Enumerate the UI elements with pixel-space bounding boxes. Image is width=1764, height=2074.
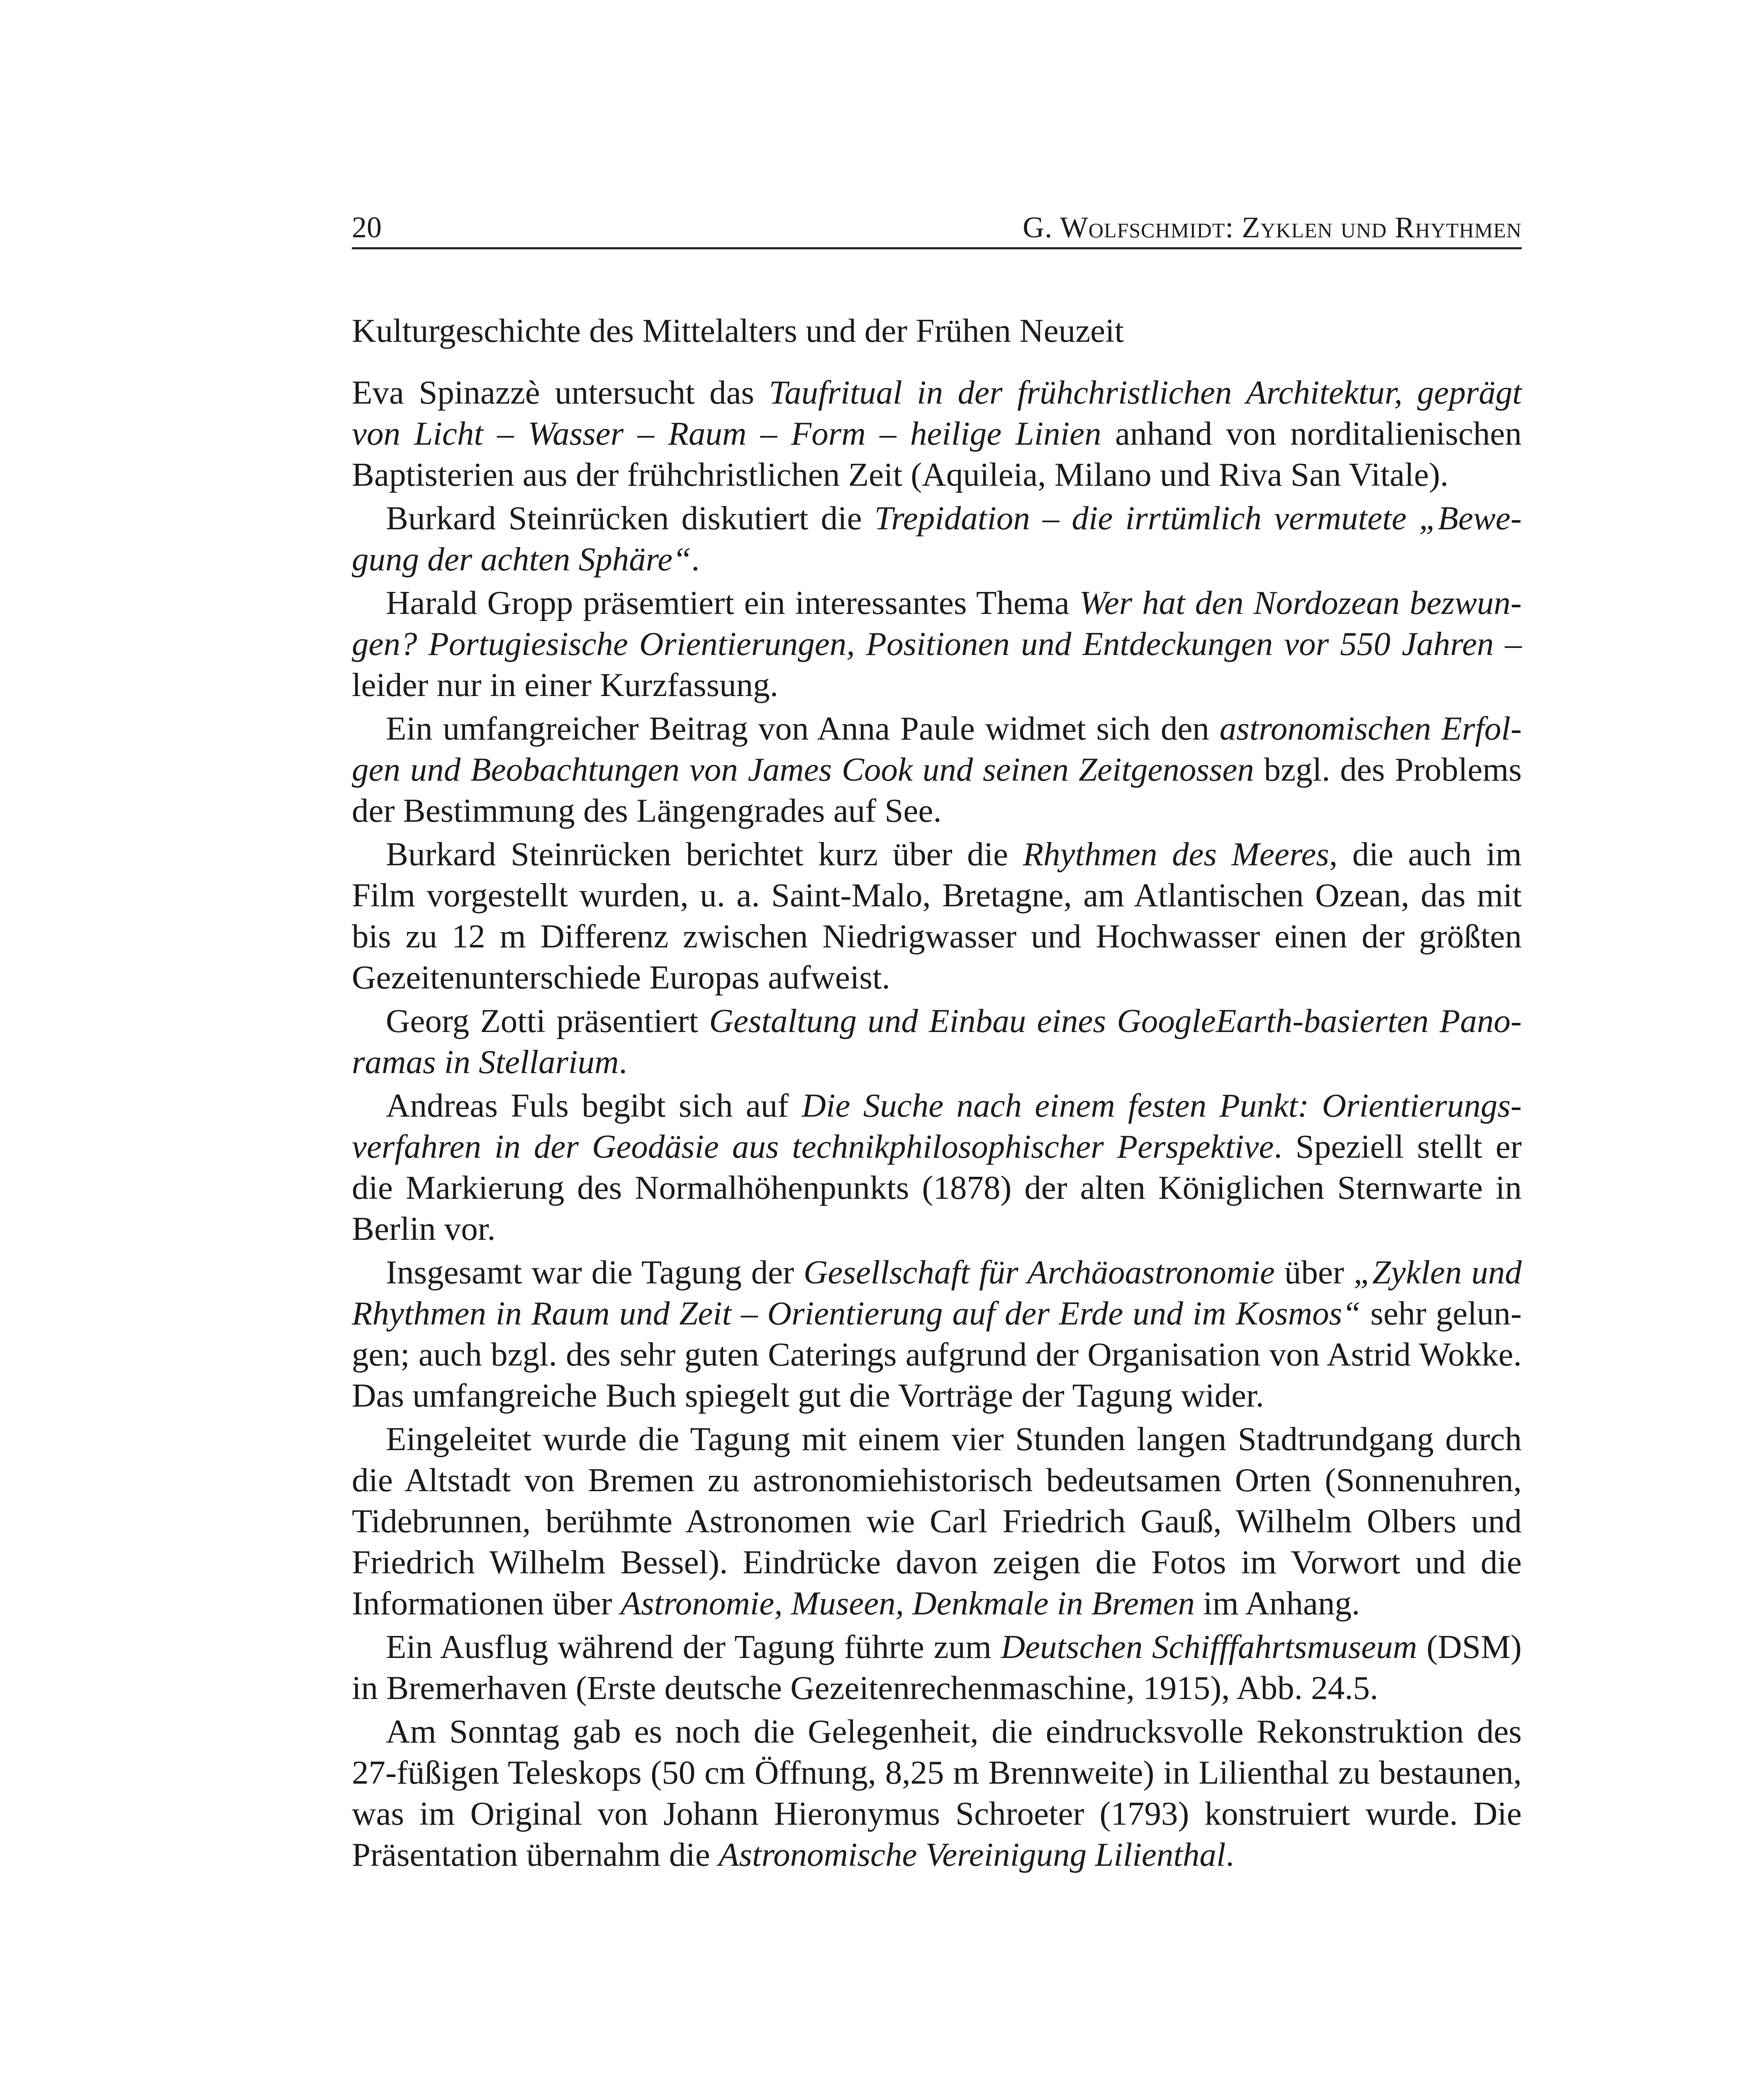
para-title-italic: „Zyklen und Rhythmen in Raum und Zeit – Orientierung auf der Erde und im Kosmos“ [352, 1254, 1522, 1332]
para-text: Ein Ausflug während der Tagung führte zum [386, 1628, 1001, 1665]
paragraph-steinruecken-meer [352, 834, 1522, 998]
paragraph-fuls [352, 1085, 1522, 1249]
para-text: Am Sonntag gab es noch die Gelegenheit, die eindrucksvolle Rekonstruktion des 27-füßigen Teleskops (50 cm Öffnung, 8,25 m Brennweite) in Lilienthal zu bestaunen, was im Original von Johann Hieronymus Schroeter (1793) konstruiert wurde. Die Präsentation übernahm die [352, 1713, 1522, 1873]
paragraph-zotti [352, 1000, 1522, 1083]
paragraph-sonntag [352, 1711, 1522, 1875]
para-text: Insgesamt war die Tagung der [386, 1254, 804, 1291]
para-text: – leider nur in einer Kurzfassung. [352, 625, 1522, 704]
para-text: . [691, 540, 700, 578]
main-text [352, 310, 1522, 1878]
para-title-italic: Astronomische Vereinigung Lilienthal [719, 1836, 1226, 1873]
running-header [352, 207, 1522, 249]
para-title-italic: Die Suche nach einem festen Punkt: Orientierungsverfahren in der Geodäsie aus technikphilosophischer Perspektive [352, 1087, 1522, 1165]
para-text: . [619, 1043, 627, 1081]
paragraph-paule [352, 708, 1522, 831]
para-text: Andreas Fuls begibt sich auf [386, 1087, 802, 1124]
para-text: Georg Zotti präsentiert [386, 1002, 709, 1039]
para-text: über [1275, 1254, 1354, 1291]
section-heading: Kulturgeschichte des Mittelalters und der Frühen Neuzeit [352, 312, 1124, 349]
paragraph-summary [352, 1252, 1522, 1416]
para-text: . Speziell stellt er die Markierung des Normalhöhenpunkts (1878) der alten Königlichen Sternwarte in Berlin vor. [352, 1128, 1522, 1247]
para-text: sehr gelungen; auch bzgl. des sehr guten Caterings aufgrund der Organisation von Astrid Wokke. Das umfangreiche Buch spiegelt gut die Vorträge der Tagung wider. [352, 1295, 1522, 1414]
para-text: . [1226, 1836, 1234, 1873]
para-title-italic: Gesellschaft für Archäoastronomie [803, 1254, 1275, 1291]
para-text: Ein umfangreicher Beitrag von Anna Paule widmet sich den [386, 710, 1220, 747]
paragraph-ausflug [352, 1626, 1522, 1709]
para-text: bzgl. des Problems der Bestimmung des Längengrades auf See. [352, 751, 1522, 829]
para-title-italic: Deutschen Schifffahrtsmuseum [1001, 1628, 1417, 1665]
para-text: im Anhang. [1194, 1585, 1360, 1622]
paragraph-stadtrundgang [352, 1419, 1522, 1624]
para-title-italic: Wer hat den Nordozean bezwungen? Portugiesische Orientierungen, Positionen und Entdeckungen vor 550 Jahren [352, 584, 1522, 662]
paragraph-spinazze [352, 372, 1522, 495]
para-title-italic: Taufritual in der frühchristlichen Architektur, geprägt von Licht – Wasser – Raum – Form – heilige Linien [352, 374, 1522, 452]
para-text: anhand von norditalienischen Baptisterien aus der frühchristlichen Zeit (Aquileia, Milano und Riva San Vitale). [352, 415, 1522, 493]
para-title-italic: Gestaltung und Einbau eines GoogleEarth-basierten Panoramas in Stellarium [352, 1002, 1522, 1081]
para-text: Burkard Steinrücken berichtet kurz über die [386, 835, 1023, 873]
para-title-italic: Trepidation – die irrtümlich vermutete „Bewegung der achten Sphäre“ [352, 499, 1522, 578]
para-text: (DSM) in Bremerhaven (Erste deutsche Gezeitenrechenmaschine, 1915), Abb. 24.5. [352, 1628, 1522, 1706]
para-text: Burkard Steinrücken diskutiert die [386, 499, 875, 537]
page-number: 20 [352, 211, 382, 244]
para-text: Eva Spinazzè untersucht das [352, 374, 769, 411]
para-title-italic: Rhythmen des Meeres [1023, 835, 1329, 873]
para-text: Harald Gropp präsemtiert ein interessantes Thema [386, 584, 1079, 621]
para-title-italic: Astronomie, Museen, Denkmale in Bremen [620, 1585, 1195, 1622]
running-head-title: G. Wolfschmidt: Zyklen und Rhythmen [1023, 211, 1522, 244]
paragraph-steinruecken-trepidation [352, 498, 1522, 580]
para-title-italic: astronomischen Erfolgen und Beobachtungen von James Cook und seinen Zeitgenossen [352, 710, 1522, 788]
para-text: Eingeleitet wurde die Tagung mit einem vier Stunden langen Stadtrundgang durch die Altstadt von Bremen zu astronomiehistorisch bedeutsamen Orten (Sonnenuhren, Tidebrunnen, berühmte Astronomen wie Carl Friedrich Gauß, Wilhelm Olbers und Friedrich Wilhelm Bessel). Eindrücke davon zeigen die Fotos im Vorwort und die Informationen über [352, 1420, 1522, 1622]
paragraph-gropp [352, 582, 1522, 706]
para-text: , die auch im Film vorgestellt wurden, u. a. Saint-Malo, Bretagne, am Atlantischen Ozean, das mit bis zu 12 m Differenz zwischen Niedrigwasser und Hochwasser einen der größten Gezeitenunterschiede Europas aufweist. [352, 835, 1522, 996]
